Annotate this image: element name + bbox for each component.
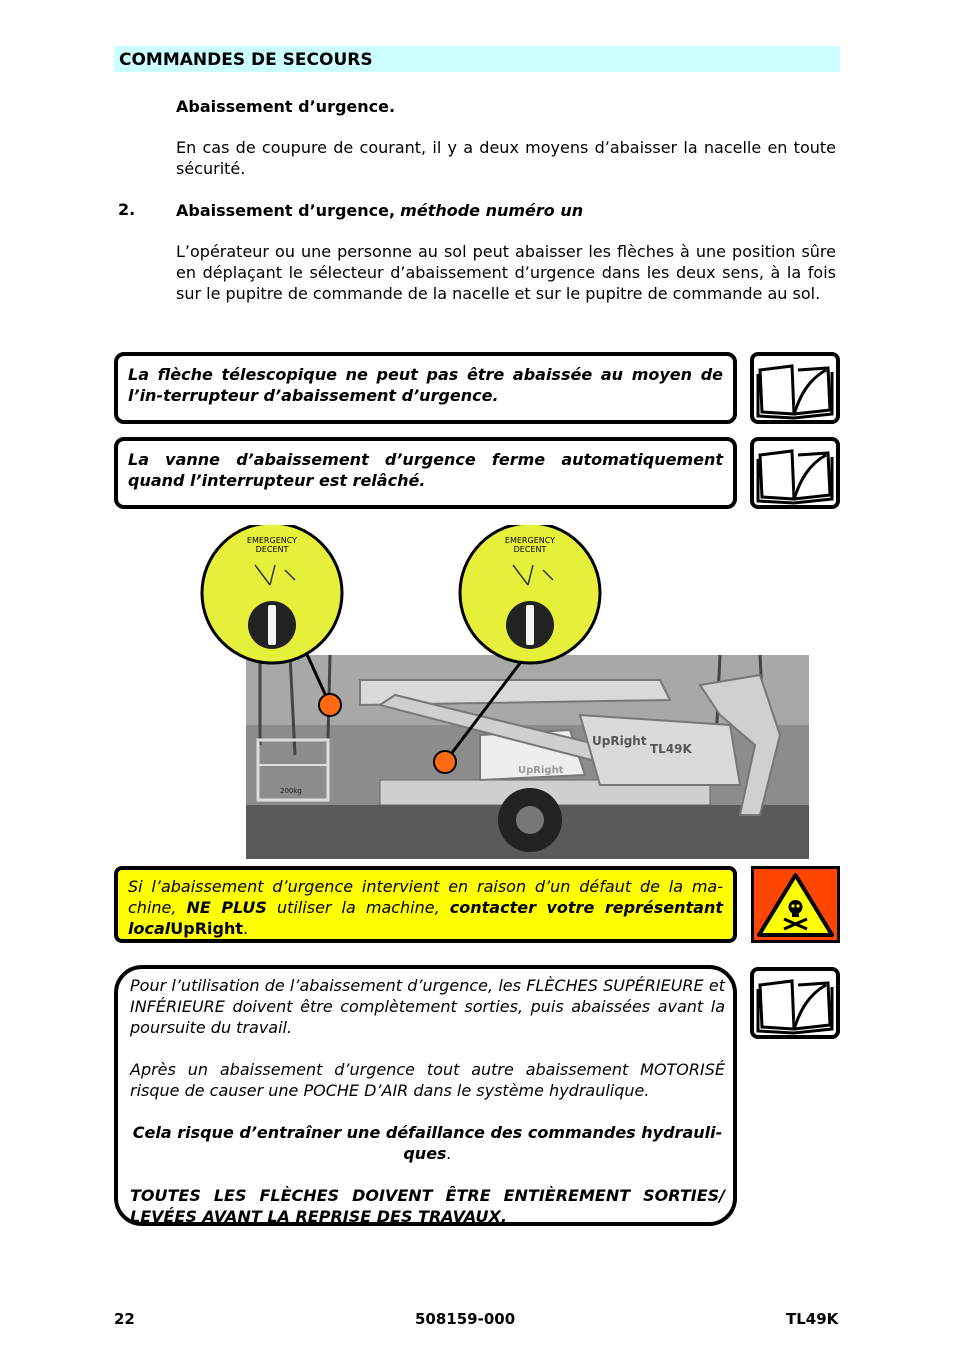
- note-text-2: La vanne d’abaissement d’urgence ferme automatiquement quand l’interrupteur est relâché.: [128, 450, 723, 490]
- page-number: 22: [114, 1310, 135, 1328]
- load-label: 200kg: [280, 787, 302, 795]
- big-note-p4: TOUTES LES FLÈCHES DOIVENT ÊTRE ENTIÈREMENT SORTIES/ LEVÉES AVANT LA REPRISE DES TRAVAUX.: [130, 1186, 725, 1226]
- warning-part-6: .: [243, 919, 249, 938]
- big-note-p3: [130, 1122, 725, 1164]
- big-note-p1: Pour l’utilisation de l’abaissement d’urgence, les FLÈCHES SUPÉRIEURE et INFÉRIEURE doivent être complètement sorties, puis abaissées avant la poursuite du travail.: [130, 976, 725, 1037]
- warning-part-3: utiliser la machine,: [277, 898, 440, 917]
- cover-brand: UpRight: [518, 765, 564, 776]
- open-book-icon: [754, 441, 836, 505]
- note-box-2: [114, 437, 737, 509]
- big-note-p3-end: .: [446, 1144, 452, 1163]
- danger-icon-box: [751, 866, 840, 943]
- dial-2-label-2: DECENT: [513, 545, 547, 554]
- big-note-p3-bold: Cela risque d’entraîner une défaillance des commandes hydrauli-ques: [132, 1123, 723, 1163]
- method-heading-bold: Abaissement d’urgence,: [176, 201, 396, 220]
- method-heading-italic: méthode numéro un: [400, 201, 584, 220]
- emergency-dial-platform: [202, 525, 342, 663]
- method-text: L’opérateur ou une personne au sol peut abaisser les flèches à une position sûre en déplaçant le sélecteur d’abaissement d’urgence dans les deux sens, à la fois sur le pupitre de commande de la nacelle et sur le pupitre de commande au sol.: [176, 242, 836, 303]
- boom-brand: UpRight: [592, 734, 647, 748]
- open-book-icon: [754, 971, 836, 1035]
- dial-1-label-2: DECENT: [255, 545, 289, 554]
- dial-2-label-1: EMERGENCY: [504, 536, 556, 545]
- warning-part-4: contacter votre représentant local: [128, 898, 724, 938]
- big-note-box: [114, 965, 737, 1226]
- machine-figure: [200, 525, 812, 861]
- manual-icon-box-2: [750, 437, 840, 509]
- note-text-1: La flèche télescopique ne peut pas être abaissée au moyen de l’in-terrupteur d’abaissement d’urgence.: [128, 365, 723, 405]
- warning-part-1: Si l’abaissement d’urgence intervient en raison d’un défaut de la ma-chine,: [128, 877, 723, 917]
- method-heading: [176, 200, 836, 221]
- marker-ground: [434, 751, 456, 773]
- intro-heading: Abaissement d’urgence.: [176, 97, 396, 116]
- warning-part-2: NE PLUS: [186, 898, 267, 917]
- warning-part-5: UpRight: [170, 919, 243, 938]
- skull-crossbones-icon: [754, 869, 837, 940]
- section-title: COMMANDES DE SECOURS: [119, 50, 373, 70]
- big-note-p2: Après un abaissement d’urgence tout autre abaissement MOTORISÉ risque de causer une POCHE D’AIR dans le système hydraulique.: [130, 1060, 725, 1100]
- boom-model: TL49K: [650, 742, 692, 756]
- footer-model: TL49K: [786, 1310, 839, 1328]
- section-header: [114, 46, 840, 72]
- manual-icon-box-1: [750, 352, 840, 424]
- note-box-1: [114, 352, 737, 424]
- marker-platform: [319, 694, 341, 716]
- warning-box: [114, 866, 737, 943]
- dial-1-label-1: EMERGENCY: [246, 536, 298, 545]
- method-number: 2.: [118, 200, 136, 219]
- emergency-dial-ground: [460, 525, 600, 663]
- intro-text: En cas de coupure de courant, il y a deux moyens d’abaisser la nacelle en toute sécurité.: [176, 138, 836, 178]
- open-book-icon: [754, 356, 836, 420]
- manual-icon-box-3: [750, 967, 840, 1039]
- doc-number: 508159-000: [415, 1310, 516, 1328]
